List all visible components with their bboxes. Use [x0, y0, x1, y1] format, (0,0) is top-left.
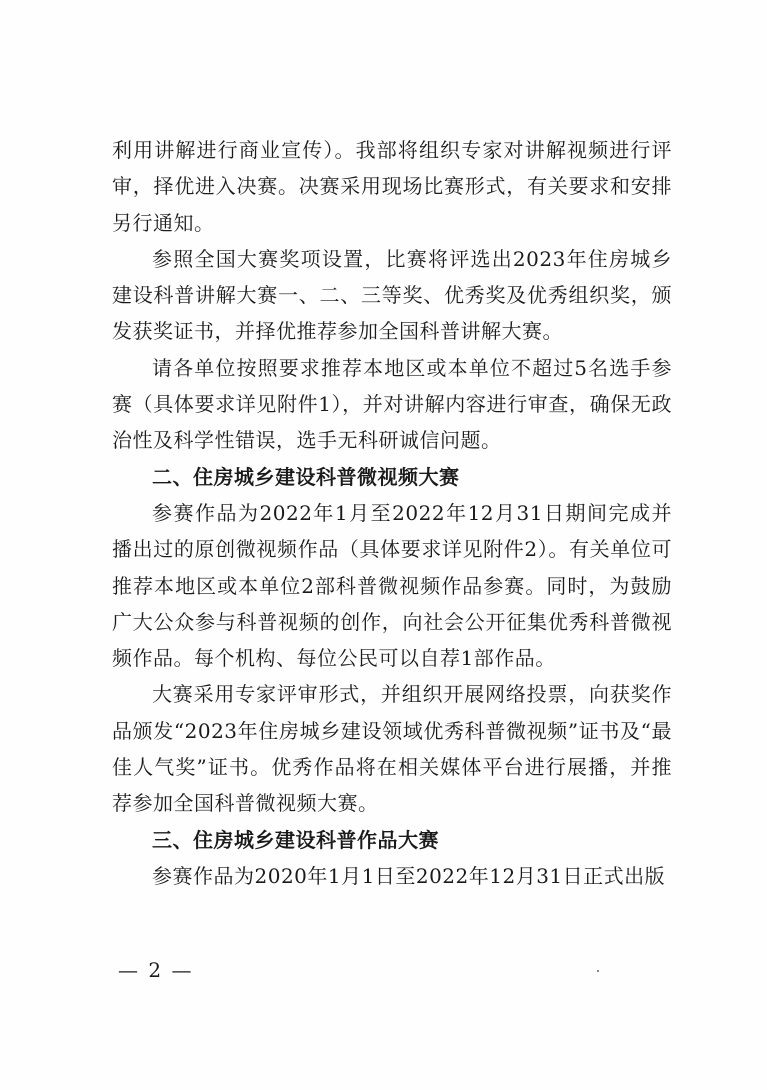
- paragraph-2: 参照全国大赛奖项设置，比赛将评选出2023年住房城乡建设科普讲解大赛一、二、三等奖、优秀奖及优秀组织奖，颁发获奖证书，并择优推荐参加全国科普讲解大赛。: [112, 246, 672, 344]
- section-heading-2: 二、住房城乡建设科普微视频大赛: [152, 464, 460, 489]
- page-number: — 2 —: [118, 958, 194, 982]
- paragraph-5: 大赛采用专家评审形式，并组织开展网络投票，向获奖作品颁发“2023年住房城乡建设领域优秀科普微视频”证书及“最佳人气奖”证书。优秀作品将在相关媒体平台进行展播，并推荐参加全国科普微视频大赛。: [112, 682, 672, 816]
- paragraph-3: 请各单位按照要求推荐本地区或本单位不超过5名选手参赛（具体要求详见附件1），并对讲解内容进行审查，确保无政治性及科学性错误，选手无科研诚信问题。: [112, 355, 672, 453]
- paragraph-6: 参赛作品为2020年1月1日至2022年12月31日正式出版: [152, 863, 666, 888]
- document-body: [112, 132, 672, 894]
- section-heading-3: 三、住房城乡建设科普作品大赛: [152, 827, 439, 852]
- paragraph-4: 参赛作品为2022年1月至2022年12月31日期间完成并播出过的原创微视频作品（具体要求详见附件2）。有关单位可推荐本地区或本单位2部科普微视频作品参赛。同时，为鼓励广大公众参与科普视频的创作，向社会公开征集优秀科普微视频作品。每个机构、每位公民可以自荐1部作品。: [112, 500, 672, 671]
- paragraph-1: 利用讲解进行商业宣传）。我部将组织专家对讲解视频进行评审，择优进入决赛。决赛采用现场比赛形式，有关要求和安排另行通知。: [112, 138, 672, 235]
- scan-speck: [597, 970, 599, 972]
